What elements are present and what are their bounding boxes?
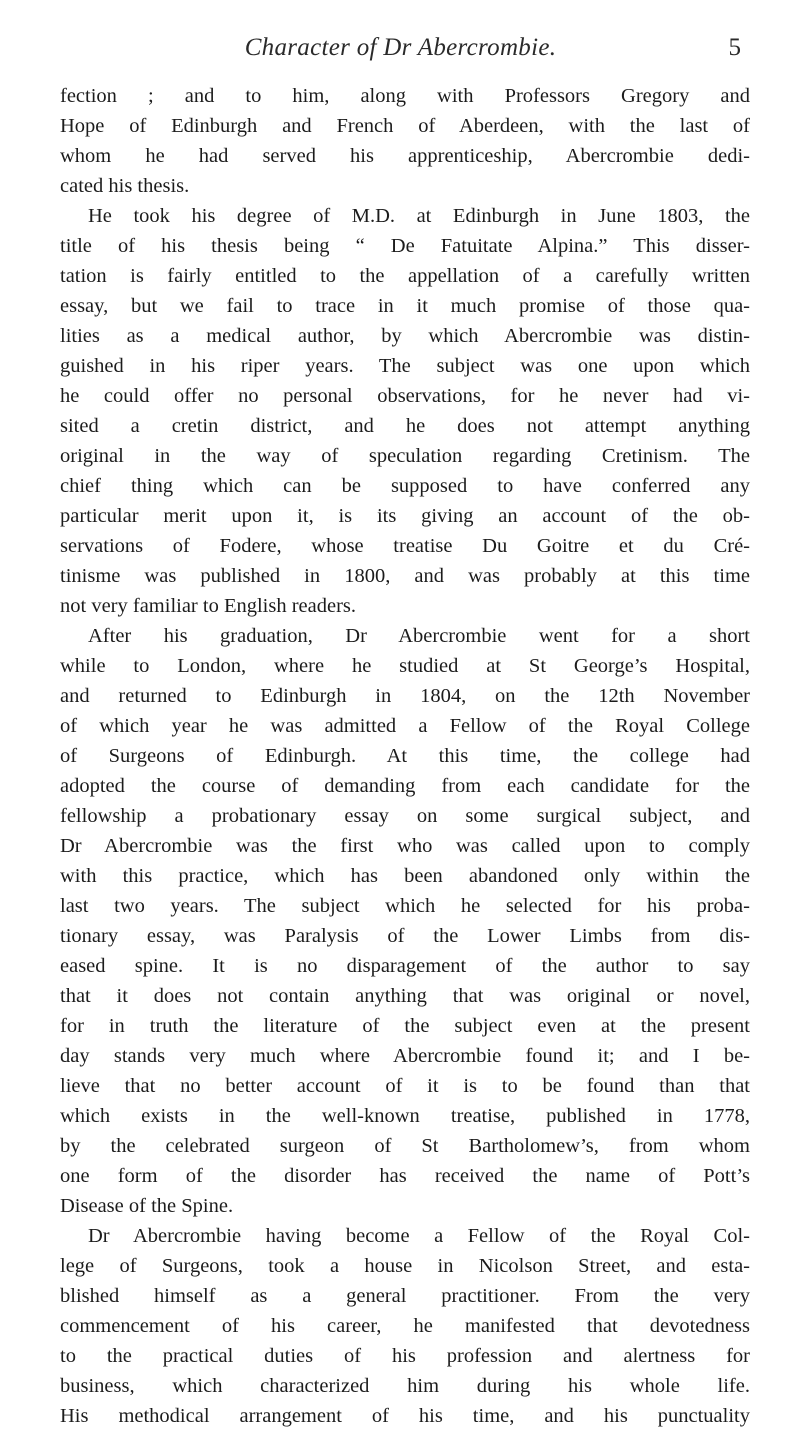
text-line: day stands very much where Abercrombie found it; and I be- xyxy=(60,1045,750,1067)
text-line: original in the way of speculation regarding Cretinism. The xyxy=(60,445,750,467)
text-line: servations of Fodere, whose treatise Du Goitre et du Cré- xyxy=(60,535,750,557)
text-line: whom he had served his apprenticeship, Abercrombie dedi- xyxy=(60,145,750,167)
text-line: last two years. The subject which he selected for his proba- xyxy=(60,895,750,917)
text-line: of which year he was admitted a Fellow of the Royal College xyxy=(60,715,750,737)
text-line: Hope of Edinburgh and French of Aberdeen, with the last of xyxy=(60,115,750,137)
running-title: Character of Dr Abercrombie. xyxy=(244,34,557,61)
text-line: After his graduation, Dr Abercrombie went for a short xyxy=(88,625,750,647)
text-line: tinisme was published in 1800, and was probably at this time xyxy=(60,565,750,587)
text-line: eased spine. It is no disparagement of the author to say xyxy=(60,955,750,977)
text-line: with this practice, which has been abandoned only within the xyxy=(60,865,750,887)
text-line: to the practical duties of his profession and alertness for xyxy=(60,1345,750,1367)
text-line: tionary essay, was Paralysis of the Lower Limbs from dis- xyxy=(60,925,750,947)
body-text xyxy=(60,81,750,1431)
text-line: of Surgeons of Edinburgh. At this time, the college had xyxy=(60,745,750,767)
text-line: cated his thesis. xyxy=(60,175,190,197)
text-line: His methodical arrangement of his time, and his punctuality xyxy=(60,1405,750,1427)
text-line: blished himself as a general practitioner. From the very xyxy=(60,1285,750,1307)
text-line: adopted the course of demanding from each candidate for the xyxy=(60,775,750,797)
text-line: one form of the disorder has received the name of Pott’s xyxy=(60,1165,750,1187)
text-line: by the celebrated surgeon of St Bartholomew’s, from whom xyxy=(60,1135,750,1157)
text-line: particular merit upon it, is its giving an account of the ob- xyxy=(60,505,750,527)
text-line: He took his degree of M.D. at Edinburgh in June 1803, the xyxy=(88,205,750,227)
text-line: chief thing which can be supposed to have conferred any xyxy=(60,475,750,497)
text-line: Dr Abercrombie having become a Fellow of the Royal Col- xyxy=(88,1225,750,1247)
text-line: that it does not contain anything that was original or novel, xyxy=(60,985,750,1007)
page-number: 5 xyxy=(728,34,741,61)
text-line: not very familiar to English readers. xyxy=(60,595,357,617)
text-line: he could offer no personal observations, for he never had vi- xyxy=(60,385,750,407)
text-line: while to London, where he studied at St George’s Hospital, xyxy=(60,655,750,677)
text-line: fection ; and to him, along with Professors Gregory and xyxy=(60,85,750,107)
text-line: Dr Abercrombie was the first who was called upon to comply xyxy=(60,835,750,857)
text-line: which exists in the well-known treatise, published in 1778, xyxy=(60,1105,750,1127)
text-line: and returned to Edinburgh in 1804, on the 12th November xyxy=(60,685,750,707)
text-line: business, which characterized him during his whole life. xyxy=(60,1375,750,1397)
text-line: fellowship a probationary essay on some surgical subject, and xyxy=(60,805,750,827)
text-line: sited a cretin district, and he does not attempt anything xyxy=(60,415,750,437)
text-line: guished in his riper years. The subject was one upon which xyxy=(60,355,750,377)
text-line: tation is fairly entitled to the appellation of a carefully written xyxy=(60,265,750,287)
text-line: essay, but we fail to trace in it much promise of those qua- xyxy=(60,295,750,317)
text-line: lieve that no better account of it is to be found than that xyxy=(60,1075,750,1097)
text-line: title of his thesis being “ De Fatuitate Alpina.” This disser- xyxy=(60,235,750,257)
text-line: for in truth the literature of the subject even at the present xyxy=(60,1015,750,1037)
text-line: commencement of his career, he manifested that devotedness xyxy=(60,1315,750,1337)
text-line: Disease of the Spine. xyxy=(60,1195,234,1217)
text-line: lege of Surgeons, took a house in Nicolson Street, and esta- xyxy=(60,1255,750,1277)
running-head xyxy=(60,34,741,64)
text-line: lities as a medical author, by which Abercrombie was distin- xyxy=(60,325,750,347)
